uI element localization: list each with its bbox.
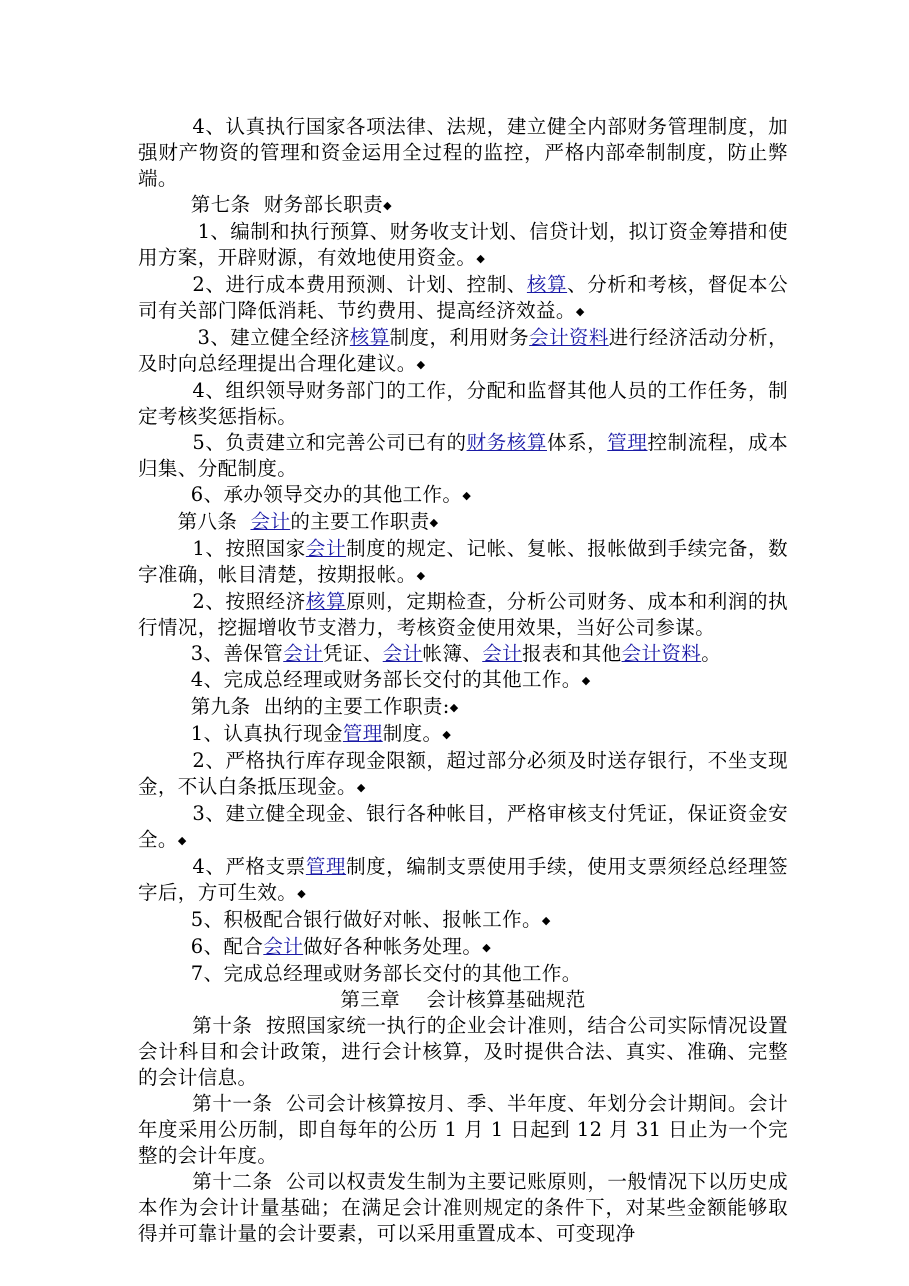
paragraph <box>138 667 788 694</box>
paragraph-text: 2、严格执行库存现金限额，超过部分必须及时送存银行，不坐支现金，不认白条抵压现金。 <box>138 749 788 798</box>
paragraph <box>138 509 788 536</box>
diamond-marker-icon: ◆ <box>575 305 585 318</box>
chapter-heading <box>138 987 788 1013</box>
paragraph-text: 凭证、 <box>323 642 383 665</box>
diamond-marker-icon: ◆ <box>476 252 486 265</box>
paragraph-text: 1、按照国家 <box>138 537 306 560</box>
paragraph <box>138 1013 788 1091</box>
paragraph-text: 控制流程，成本归集、分配制度。 <box>138 431 788 480</box>
paragraph-text: 第十一条 公司会计核算按月、季、半年度、年划分会计期间。会计年度采用公历制，即自每年的公历 1 月 1 日起到 12 月 31 日止为一个完整的会计年度。 <box>138 1092 788 1167</box>
paragraph <box>138 325 788 378</box>
diamond-marker-icon: ◆ <box>449 701 459 714</box>
paragraph <box>138 536 788 589</box>
paragraph-text: 帐簿、 <box>422 642 483 665</box>
paragraph-text: 报表和其他 <box>522 642 622 665</box>
paragraph-text: 第十条 按照国家统一执行的企业会计准则，结合公司实际情况设置会计科目和会计政策，进行会计核算，及时提供合法、真实、准确、完整的会计信息。 <box>138 1014 788 1089</box>
paragraph-text: 6、承办领导交办的其他工作。 <box>138 483 463 506</box>
paragraph-text: 6、配合 <box>138 935 264 958</box>
paragraph-text: 。 <box>701 642 722 665</box>
paragraph <box>138 114 788 192</box>
paragraph <box>138 854 788 907</box>
diamond-marker-icon: ◆ <box>581 674 591 687</box>
paragraph-text: 4、认真执行国家各项法律、法规，建立健全内部财务管理制度，加强财产物资的管理和资金运用全过程的监控，严格内部牵制制度，防止弊端。 <box>138 115 788 190</box>
document-page <box>138 114 788 1247</box>
paragraph-text: 、分析和考核，督促本公司有关部门降低消耗、节约费用、提高经济效益。 <box>138 273 788 322</box>
paragraph-text: 制度。 <box>382 722 443 745</box>
paragraph-text: 3、建立健全现金、银行各种帐目，严格审核支付凭证，保证资金安全。 <box>138 802 788 851</box>
paragraph <box>138 589 788 641</box>
diamond-marker-icon: ◆ <box>462 489 472 502</box>
diamond-marker-icon: ◆ <box>416 569 426 582</box>
diamond-marker-icon: ◆ <box>356 781 366 794</box>
paragraph-text: 7、完成总经理或财务部长交付的其他工作。 <box>138 962 582 985</box>
diamond-marker-icon: ◆ <box>383 199 392 212</box>
diamond-marker-icon: ◆ <box>541 914 551 927</box>
paragraph <box>138 934 788 961</box>
term-link[interactable]: 核算 <box>526 273 568 296</box>
paragraph-text: 体系， <box>547 431 608 454</box>
term-link[interactable]: 会计资料 <box>529 326 609 349</box>
paragraph <box>138 272 788 325</box>
paragraph <box>138 961 788 987</box>
term-link[interactable]: 会计 <box>305 537 347 560</box>
paragraph <box>138 694 788 721</box>
paragraph <box>138 907 788 934</box>
term-link[interactable]: 管理 <box>342 722 383 745</box>
diamond-marker-icon: ◆ <box>177 834 187 847</box>
term-link[interactable]: 核算 <box>305 590 347 613</box>
paragraph <box>138 801 788 854</box>
paragraph <box>138 378 788 430</box>
paragraph-text: 做好各种帐务处理。 <box>303 935 483 958</box>
paragraph <box>138 219 788 272</box>
paragraph-text: 第九条 出纳的主要工作职责: <box>138 695 450 718</box>
term-link[interactable]: 会计 <box>250 510 291 533</box>
diamond-marker-icon: ◆ <box>297 887 307 900</box>
paragraph-text: 5、积极配合银行做好对帐、报帐工作。 <box>138 908 542 931</box>
paragraph-text: 4、组织领导财务部门的工作，分配和监督其他人员的工作任务，制定考核奖惩指标。 <box>138 379 788 428</box>
paragraph-text: 1、认真执行现金 <box>138 722 343 745</box>
term-link[interactable]: 会计 <box>482 642 523 665</box>
term-link[interactable]: 会计 <box>263 935 304 958</box>
term-link[interactable]: 会计资料 <box>621 642 702 665</box>
paragraph <box>138 641 788 667</box>
diamond-marker-icon: ◆ <box>429 516 439 529</box>
paragraph <box>138 721 788 748</box>
term-link[interactable]: 管理 <box>607 431 648 454</box>
diamond-marker-icon: ◆ <box>416 358 426 371</box>
paragraph-text: 4、完成总经理或财务部长交付的其他工作。 <box>138 668 582 691</box>
paragraph-text: 第十二条 公司以权责发生制为主要记账原则，一般情况下以历史成本作为会计计量基础；在满足会计准则规定的条件下，对某些金额能够取得并可靠计量的会计要素，可以采用重置成本、可变现净 <box>138 1170 788 1245</box>
paragraph-text: 3、善保管 <box>138 642 284 665</box>
paragraph-text: 第三章 会计核算基础规范 <box>340 988 586 1011</box>
paragraph <box>138 748 788 801</box>
diamond-marker-icon: ◆ <box>442 728 452 741</box>
diamond-marker-icon: ◆ <box>482 941 492 954</box>
paragraph-text: 原则，定期检查，分析公司财务、成本和利润的执行情况，挖掘增收节支潜力，考核资金使用效果，当好公司参谋。 <box>138 590 788 639</box>
paragraph-text: 5、负责建立和完善公司已有的 <box>138 431 467 454</box>
paragraph-text: 第七条 财务部长职责 <box>138 193 384 216</box>
paragraph-text: 3、建立健全经济 <box>138 326 350 349</box>
paragraph-text: 制度，编制支票使用手续，使用支票须经总经理签字后，方可生效。 <box>138 855 788 904</box>
paragraph <box>138 192 788 219</box>
paragraph-text: 4、严格支票 <box>138 855 306 878</box>
term-link[interactable]: 财务核算 <box>466 431 547 454</box>
paragraph-text: 2、进行成本费用预测、计划、控制、 <box>138 273 527 296</box>
term-link[interactable]: 管理 <box>305 855 347 878</box>
paragraph <box>138 482 788 509</box>
paragraph-text: 的主要工作职责 <box>290 510 430 533</box>
paragraph-text: 第八条 <box>138 510 251 533</box>
paragraph <box>138 1169 788 1247</box>
paragraph <box>138 430 788 482</box>
term-link[interactable]: 会计 <box>283 642 324 665</box>
paragraph-text: 制度，利用财务 <box>389 326 530 349</box>
term-link[interactable]: 会计 <box>382 642 423 665</box>
paragraph-text: 进行经济活动分析，及时向总经理提出合理化建议。 <box>138 326 788 375</box>
paragraph-text: 2、按照经济 <box>138 590 306 613</box>
paragraph-text: 制度的规定、记帐、复帐、报帐做到手续完备，数字准确，帐目清楚，按期报帐。 <box>138 537 788 586</box>
paragraph <box>138 1091 788 1169</box>
term-link[interactable]: 核算 <box>349 326 390 349</box>
paragraph-text: 1、编制和执行预算、财务收支计划、信贷计划，拟订资金筹措和使用方案，开辟财源，有效地使用资金。 <box>138 220 788 269</box>
